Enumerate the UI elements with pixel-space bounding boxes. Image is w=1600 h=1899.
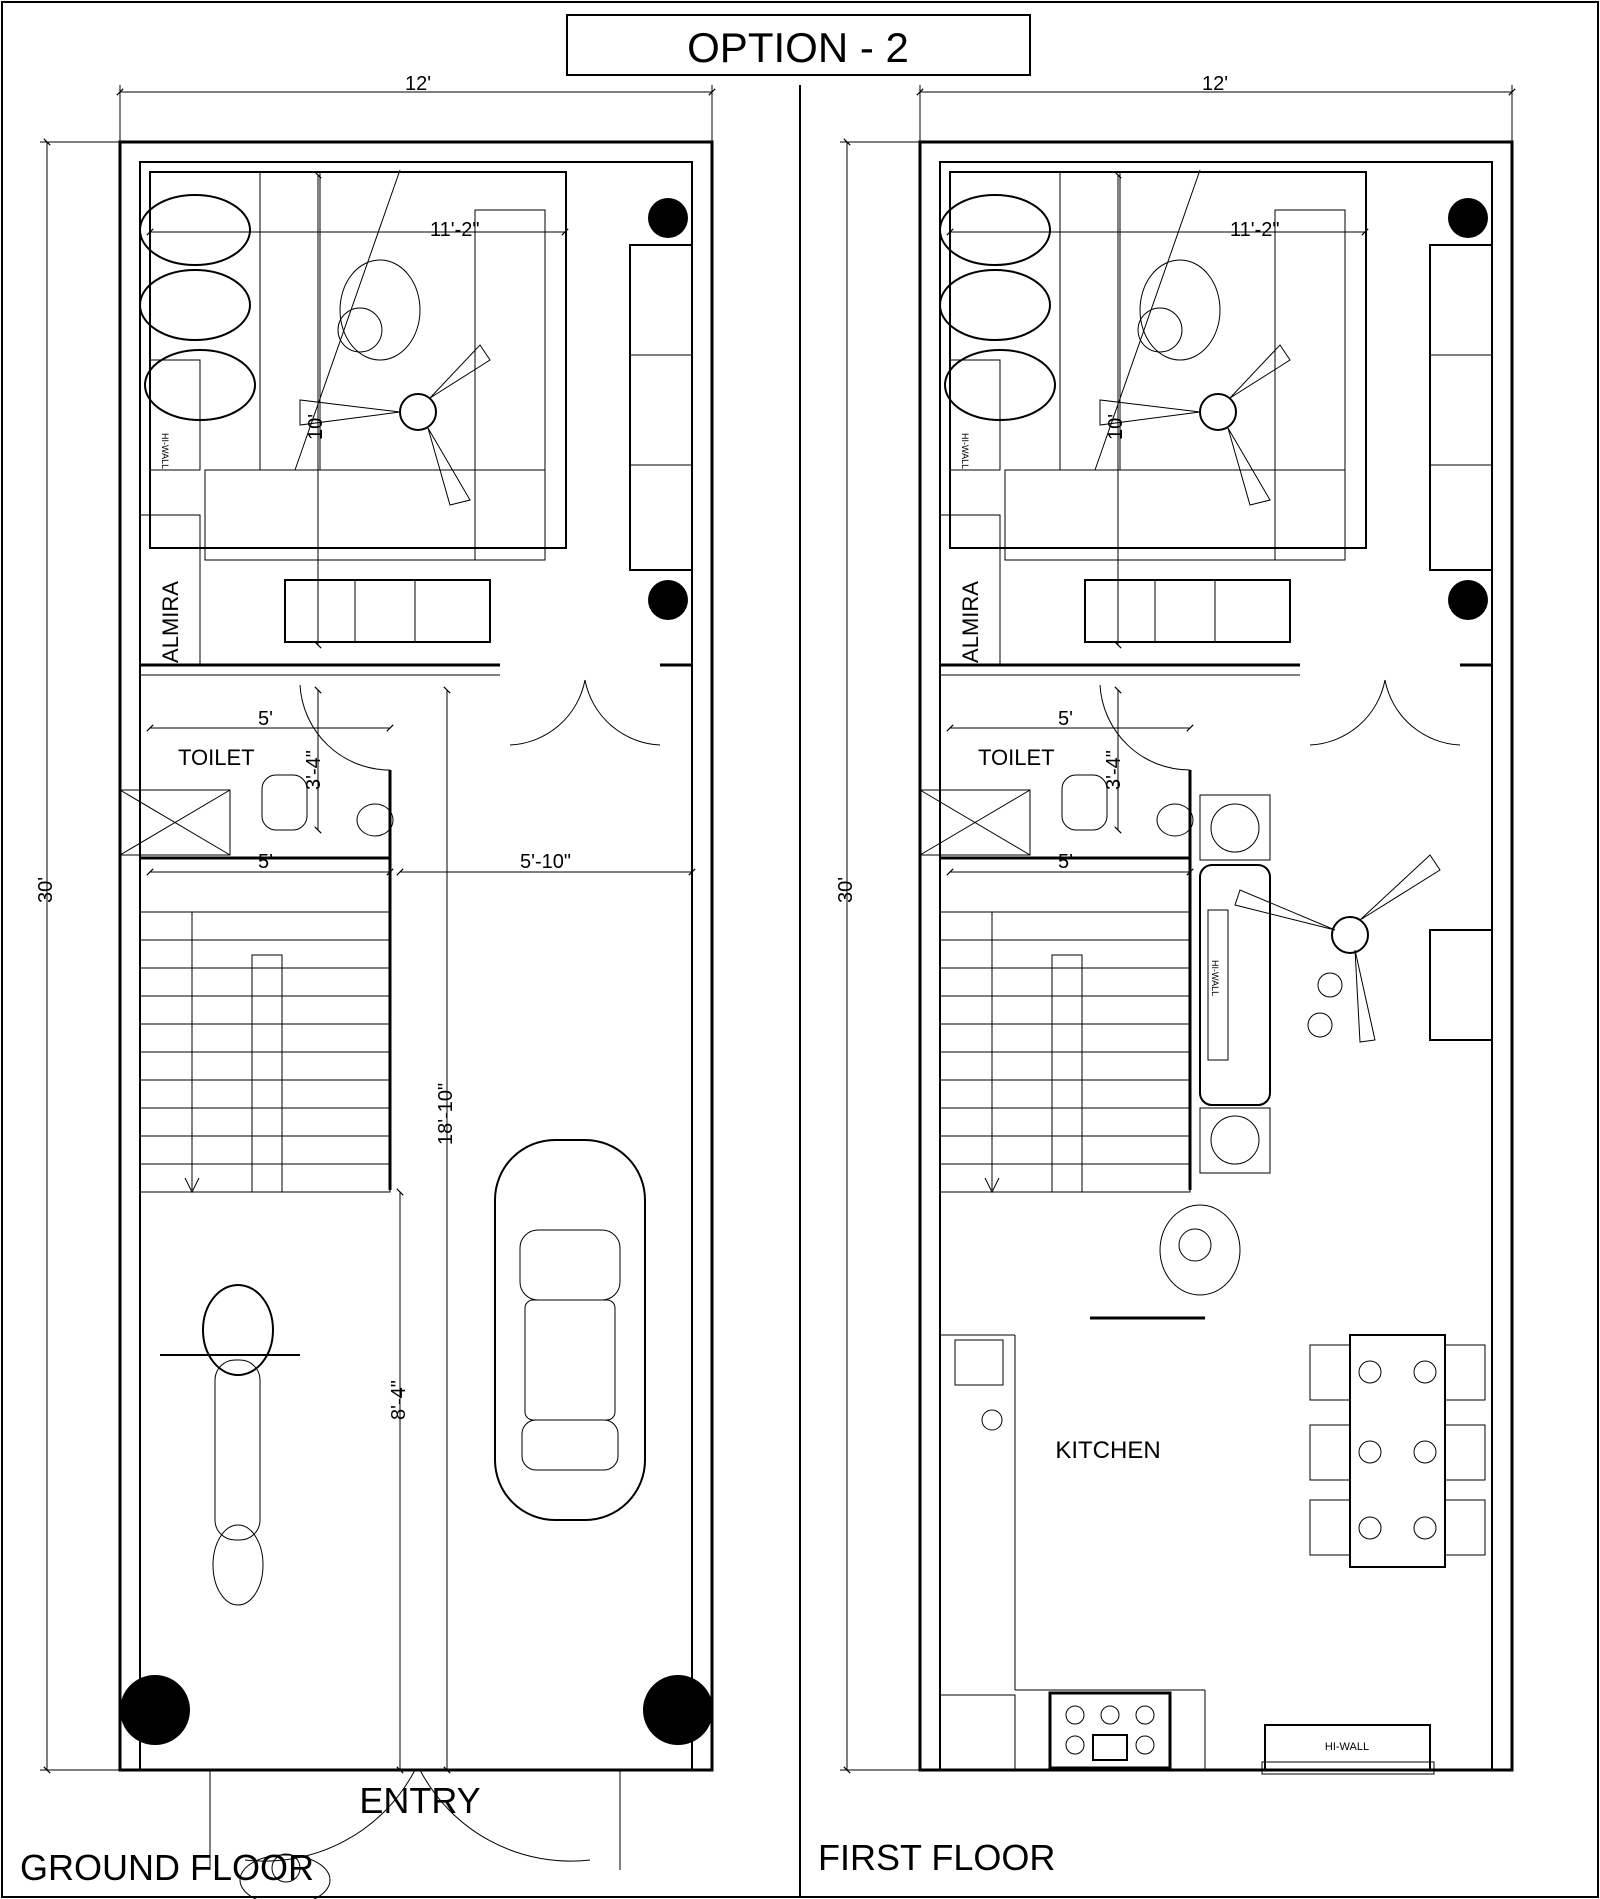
person-icon [1138, 308, 1182, 352]
almira-label: ALMIRA [158, 581, 183, 663]
sofa [285, 580, 490, 642]
chair-icon [1445, 1425, 1485, 1480]
rug-side [1275, 210, 1345, 560]
sofa [1085, 580, 1290, 642]
ceiling-fan-icon [1200, 394, 1236, 430]
chair-icon [1200, 1108, 1270, 1173]
bedroom [140, 170, 692, 665]
stair-width-label: 5' [1058, 851, 1073, 873]
parking-depth-label: 18'-10" [435, 1082, 457, 1145]
ground-floor-label: GROUND FLOOR [20, 1847, 315, 1888]
plant-icon [1448, 580, 1488, 620]
chair-icon [1310, 1500, 1350, 1555]
almira-label: ALMIRA [958, 581, 983, 663]
bed-width-label: 11'-2" [1230, 219, 1280, 241]
ground-floor-plan [20, 73, 713, 1899]
chair-icon [1310, 1345, 1350, 1400]
bed-depth-label: 10' [305, 413, 327, 440]
plant-icon [643, 1675, 713, 1745]
wc-icon [262, 775, 307, 830]
front-depth-label: 8'-4" [388, 1380, 410, 1420]
sheet-title: OPTION - 2 [687, 24, 909, 71]
staircase [140, 851, 390, 1192]
width-label: 12' [1201, 73, 1229, 95]
outer-wall-inner [140, 162, 692, 1770]
depth-dimension [835, 142, 960, 1770]
tv-unit [630, 245, 692, 570]
hi-wall-living-label: HI-WALL [1210, 960, 1220, 997]
washbasin-icon [357, 804, 393, 836]
bed-width-label: 11'-2" [430, 219, 480, 241]
person-icon [338, 308, 382, 352]
toilet-label: TOILET [178, 745, 255, 770]
hi-wall-front-label: HI-WALL [1324, 1741, 1370, 1753]
bed-depth-label: 10' [1105, 413, 1127, 440]
bedroom-door [510, 680, 585, 745]
motorbike-icon [160, 1285, 300, 1605]
first-floor-label: FIRST FLOOR [818, 1837, 1056, 1878]
living-area [1090, 795, 1492, 1318]
toilet-label: TOILET [978, 745, 1055, 770]
wc-icon [1062, 775, 1107, 830]
plant-icon [120, 1675, 190, 1745]
bedroom-door [1310, 680, 1385, 745]
bed [950, 172, 1366, 548]
dining-table [1350, 1335, 1445, 1567]
pillow [140, 195, 250, 265]
toilet-depth-label: 3'-4" [1103, 750, 1125, 790]
washbasin-icon [1157, 804, 1193, 836]
hi-wall-label: HI-WALL [960, 433, 970, 470]
entry-label: ENTRY [359, 1780, 481, 1821]
ceiling-fan-icon [400, 394, 436, 430]
outer-wall-outer [120, 142, 712, 1770]
width-label: 12' [404, 73, 432, 95]
toilet-depth-label: 3'-4" [303, 750, 325, 790]
sink-icon [955, 1340, 1003, 1385]
bedroom-door [1385, 680, 1460, 745]
stove-icon [1050, 1693, 1170, 1768]
toilet-width-label: 5' [1058, 708, 1073, 730]
hi-wall-label: HI-WALL [160, 433, 170, 470]
rug-side [475, 210, 545, 560]
staircase [940, 851, 1190, 1192]
kitchen [940, 1335, 1485, 1774]
parking-width-label: 5'-10" [520, 851, 571, 873]
tv-unit [1430, 930, 1492, 1040]
plant-icon [648, 198, 688, 238]
person-icon [1160, 1205, 1240, 1295]
pillow [140, 270, 250, 340]
kitchen-label: KITCHEN [1055, 1437, 1161, 1464]
chair-icon [1200, 795, 1270, 860]
bedroom-door [585, 680, 660, 745]
width-dimension [920, 73, 1512, 150]
depth-label: 30' [835, 876, 857, 904]
depth-label: 30' [35, 876, 57, 904]
toilet-width-label: 5' [258, 708, 273, 730]
tv-unit [1430, 245, 1492, 570]
stair-width-label: 5' [258, 851, 273, 873]
rug-bottom [205, 470, 545, 560]
chair-icon [1445, 1345, 1485, 1400]
width-dimension [120, 73, 712, 150]
chair-icon [1445, 1500, 1485, 1555]
car-icon [495, 1140, 645, 1520]
title-box [567, 15, 1030, 75]
pillow [940, 270, 1050, 340]
plant-icon [1448, 198, 1488, 238]
bed [150, 172, 566, 548]
pillow [940, 195, 1050, 265]
ceiling-fan-icon [1332, 917, 1368, 953]
outer-wall-outer [920, 142, 1512, 1770]
bedroom [940, 170, 1492, 665]
rug-bottom [1005, 470, 1345, 560]
plant-icon [648, 580, 688, 620]
chair-icon [1310, 1425, 1350, 1480]
depth-dimension [35, 142, 160, 1770]
first-floor-plan [818, 73, 1512, 1878]
